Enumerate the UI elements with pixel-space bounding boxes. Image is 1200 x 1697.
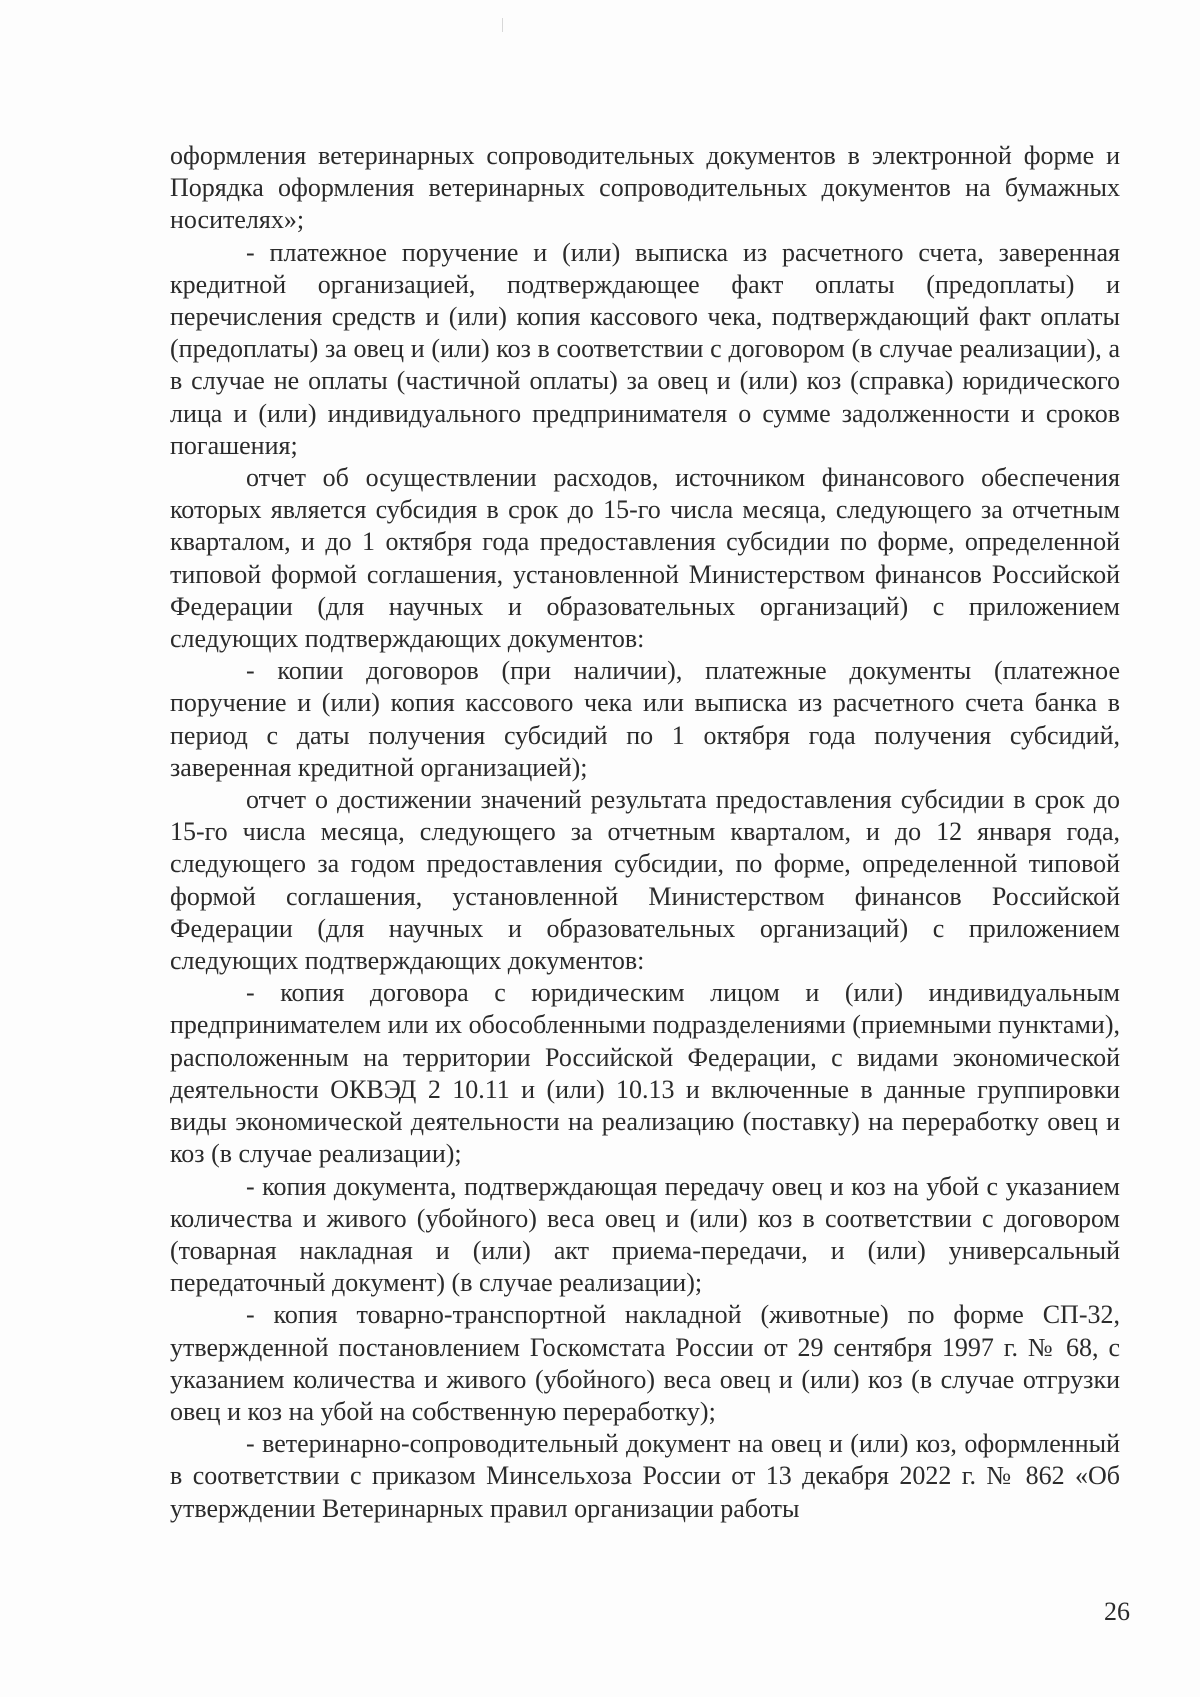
document-body [170, 140, 1120, 1525]
paragraph-transfer-document: - копия документа, подтверждающая передачу овец и коз на убой с указанием количества и живого (убойного) веса овец и (или) коз в соответствии с договором (товарная накладная и (или) акт приема-передачи, и (или) универсальный передаточный документ) (в случае реализации); [170, 1171, 1120, 1298]
paragraph-payment-order: - платежное поручение и (или) выписка из расчетного счета, заверенная кредитной организацией, подтверждающее факт оплаты (предоплаты) и перечисления средств и (или) копия кассового чека, подтверждающий факт оплаты (предоплаты) за овец и (или) коз в соответствии с договором (в случае реализации), а в случае не оплаты (частичной оплаты) за овец и (или) коз (справка) юридического лица и (или) индивидуального предпринимателя о сумме задолженности и сроков погашения; [170, 237, 1120, 460]
paragraph-expense-report: отчет об осуществлении расходов, источником финансового обеспечения которых является субсидия в срок до 15-го числа месяца, следующего за отчетным кварталом, и до 1 октября года предоставления субсидии по форме, определенной типовой формой соглашения, установленной Министерством финансов Российской Федерации (для научных и образовательных организаций) с приложением следующих подтверждающих документов: [170, 463, 1120, 654]
paragraph-continuation: оформления ветеринарных сопроводительных документов в электронной форме и Порядка оформления ветеринарных сопроводительных документов на бумажных носителях»; [170, 141, 1120, 235]
paragraph-contract-copies: - копии договоров (при наличии), платежные документы (платежное поручение и (или) копия кассового чека или выписка из расчетного счета банка в период с даты получения субсидий по 1 октября года получения субсидий, заверенная кредитной организацией); [170, 656, 1120, 782]
paragraph-waybill-copy: - копия товарно-транспортной накладной (животные) по форме СП-32, утвержденной постановлением Госкомстата России от 29 сентября 1997 г. № 68, с указанием количества и живого (убойного) веса овец и (или) коз (в случае отгрузки овец и коз на убой на собственную переработку); [170, 1300, 1120, 1426]
paragraph-contract-legal-entity: - копия договора с юридическим лицом и (или) индивидуальным предпринимателем или их обособленными подразделениями (приемными пунктами), расположенным на территории Российской Федерации, с видами экономической деятельности ОКВЭД 2 10.11 и (или) 10.13 и включенные в данные группировки виды экономической деятельности на реализацию (поставку) на переработку овец и коз (в случае реализации); [170, 978, 1120, 1169]
scan-artifact [502, 18, 503, 32]
paragraph-veterinary-document: - ветеринарно-сопроводительный документ на овец и (или) коз, оформленный в соответствии с приказом Минсельхоза России от 13 декабря 2022 г. № 862 «Об утверждении Ветеринарных правил организации работы [170, 1429, 1120, 1523]
paragraph-results-report: отчет о достижении значений результата предоставления субсидии в срок до 15-го числа месяца, следующего за отчетным кварталом, и до 12 января года, следующего за годом предоставления субсидии, по форме, определенной типовой формой соглашения, установленной Министерством финансов Российской Федерации (для научных и образовательных организаций) с приложением следующих подтверждающих документов: [170, 785, 1120, 976]
page-number: 26 [1104, 1597, 1130, 1626]
